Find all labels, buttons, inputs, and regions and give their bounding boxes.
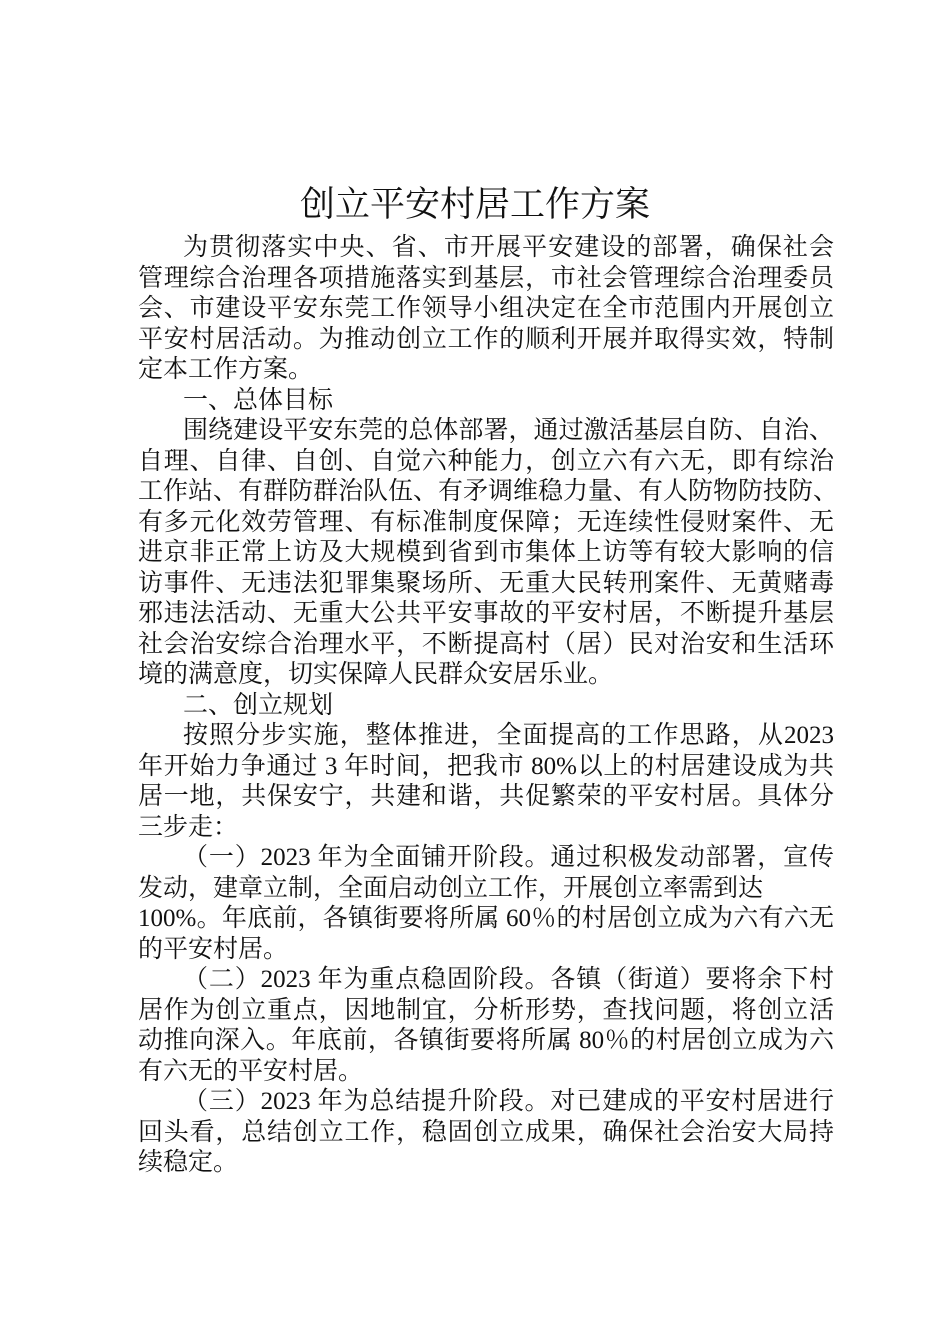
paragraph-line: （二）2023 年为重点稳固阶段。各镇（街道）要将余下村 bbox=[183, 966, 834, 993]
stage-two-paragraph bbox=[138, 965, 834, 1087]
paragraph-line: 按照分步实施，整体推进，全面提高的工作思路，从2023 bbox=[183, 722, 834, 749]
paragraph-line: 续稳定。 bbox=[138, 1149, 239, 1176]
paragraph-line: 平安村居活动。为推动创立工作的顺利开展并取得实效，特制 bbox=[138, 325, 834, 353]
stage-one-paragraph bbox=[138, 843, 834, 965]
section-heading: 二、创立规划 bbox=[183, 691, 334, 719]
paragraph-line: 动推向深入。年底前，各镇街要将所属 80％的村居创立成为六 bbox=[138, 1027, 834, 1054]
paragraph-line: 100%。年底前，各镇街要将所属 60％的村居创立成为六有六无 bbox=[138, 905, 834, 932]
section-heading: 一、总体目标 bbox=[183, 386, 334, 414]
paragraph-line: 境的满意度，切实保障人民群众安居乐业。 bbox=[138, 661, 614, 688]
stage-three-paragraph bbox=[138, 1087, 834, 1179]
paragraph-line: 工作站、有群防群治队伍、有矛调维稳力量、有人防物防技防、 bbox=[138, 478, 839, 505]
paragraph-line: 回头看，总结创立工作，稳固创立成果，确保社会治安大局持 bbox=[138, 1118, 834, 1146]
paragraph-line: 三步走： bbox=[138, 813, 239, 841]
paragraph-line: 居一地，共保安宁，共建和谐，共促繁荣的平安村居。具体分 bbox=[138, 783, 834, 810]
paragraph-line: 管理综合治理各项措施落实到基层，市社会管理综合治理委员 bbox=[138, 264, 834, 292]
paragraph-line: 社会治安综合治理水平，不断提高村（居）民对治安和生活环 bbox=[138, 630, 834, 658]
paragraph-line: 居作为创立重点，因地制宜，分析形势，查找问题，将创立活 bbox=[138, 996, 834, 1024]
paragraph-line: 会、市建设平安东莞工作领导小组决定在全市范围内开展创立 bbox=[138, 295, 834, 322]
paragraph-line: 有多元化效劳管理、有标准制度保障；无连续性侵财案件、无 bbox=[138, 508, 834, 536]
paragraph-line: 年开始力争通过 3 年时间，把我市 80%以上的村居建设成为共 bbox=[138, 752, 834, 780]
section-paragraph bbox=[138, 721, 834, 843]
intro-paragraph bbox=[138, 233, 834, 386]
paragraph-line: 有六无的平安村居。 bbox=[138, 1057, 364, 1085]
paragraph-line: （三）2023 年为总结提升阶段。对已建成的平安村居进行 bbox=[183, 1088, 834, 1115]
paragraph-line: 的平安村居。 bbox=[138, 935, 289, 963]
paragraph-line: 访事件、无违法犯罪集聚场所、无重大民转刑案件、无黄赌毒 bbox=[138, 569, 834, 597]
paragraph-line: 围绕建设平安东莞的总体部署，通过激活基层自防、自治、 bbox=[183, 417, 834, 444]
paragraph-line: 邪违法活动、无重大公共平安事故的平安村居，不断提升基层 bbox=[138, 600, 834, 627]
section-paragraph bbox=[138, 416, 839, 691]
document-title: 创立平安村居工作方案 bbox=[299, 185, 650, 224]
paragraph-line: 进京非正常上访及大规模到省到市集体上访等有较大影响的信 bbox=[138, 539, 834, 566]
paragraph-line: 为贯彻落实中央、省、市开展平安建设的部署，确保社会 bbox=[183, 234, 834, 261]
paragraph-line: （一）2023 年为全面铺开阶段。通过积极发动部署，宣传 bbox=[183, 844, 834, 871]
paragraph-line: 自理、自律、自创、自觉六种能力，创立六有六无，即有综治 bbox=[138, 447, 834, 475]
paragraph-line: 定本工作方案。 bbox=[138, 356, 314, 383]
document-body bbox=[138, 233, 839, 1179]
paragraph-line: 发动，建章立制，全面启动创立工作，开展创立率需到达 bbox=[138, 874, 764, 902]
